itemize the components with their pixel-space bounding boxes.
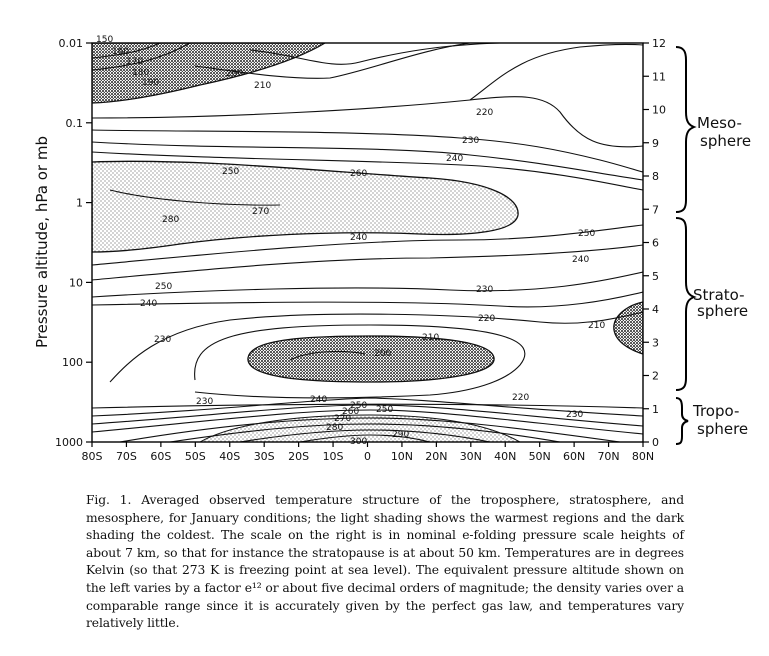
x-ticks [82, 442, 655, 463]
stratosphere-label-line2: sphere [697, 302, 749, 320]
figure-caption: Fig. 1. Averaged observed temperature structure of the troposphere, stratosphere, and mesosphere, for January conditions; the light shading shows the warmest regions and the dark shading the coldest. The scale on the right is in nominal e-folding pressure scale heights of about 7 km, so that for instance the stratopause is at about 50 km. Temperatures are in degrees Kelvin (so that 273 K is freezing point at sea level). The equivalent pressure altitude shown on the left varies by a factor e¹² or about five decimal orders of magnitude; the density varies over a comparable range since it is accurately given by the perfect gas law, and temperatures vary relatively little. [86, 493, 684, 631]
y-tick-label-left: 1 [76, 196, 83, 210]
contour-label: 240 [310, 395, 328, 405]
contour-label: 230 [196, 397, 214, 407]
contour-label: 200 [374, 349, 392, 359]
y-tick-label-right: 4 [652, 303, 659, 316]
contour-line [92, 245, 643, 280]
region-labels [692, 114, 751, 438]
x-tick-label: 20N [425, 450, 448, 463]
y-tick-label-right: 7 [652, 203, 659, 217]
y-tick-label-left: 1000 [55, 436, 83, 449]
contour-label: 250 [222, 167, 240, 177]
x-tick-label: 0 [364, 450, 371, 463]
y-axis-title: Pressure altitude, hPa or mb [33, 136, 51, 348]
y-tick-label-right: 5 [652, 269, 659, 283]
x-tick-label: 30S [253, 450, 275, 463]
mesosphere-brace [676, 47, 694, 212]
troposphere-label-line1: Tropo- [693, 402, 740, 420]
cold-region-tropopause [248, 336, 494, 382]
contour-label: 220 [478, 314, 496, 324]
contour-label: 250 [155, 282, 173, 292]
contour-label: 250 [350, 401, 368, 411]
x-tick-label: 10N [390, 450, 414, 463]
contour-label: 180 [132, 68, 150, 78]
x-tick-label: 60N [563, 450, 586, 463]
x-tick-label: 60S [150, 450, 172, 463]
contour-label: 280 [326, 423, 344, 433]
contour-line [92, 398, 643, 416]
y-ticks-right [643, 37, 666, 449]
contour-label: 230 [154, 335, 172, 345]
x-tick-label: 40N [494, 450, 517, 463]
mesosphere-label-line2: sphere [700, 132, 752, 150]
contour-line [470, 44, 643, 100]
contour-label: 240 [140, 299, 158, 309]
y-tick-label-right: 10 [652, 103, 666, 117]
x-tick-label: 70S [115, 450, 137, 463]
contour-line [92, 97, 643, 147]
region-braces [676, 47, 694, 444]
y-tick-label-right: 8 [652, 170, 659, 183]
y-tick-label-right: 11 [652, 70, 666, 84]
contour-label: 240 [446, 154, 464, 164]
contour-label: 190 [142, 78, 160, 88]
y-tick-label-right: 0 [652, 436, 659, 449]
contour-label: 250 [578, 229, 596, 239]
contour-label: 230 [476, 285, 494, 295]
contour-label: 230 [566, 410, 584, 420]
contour-label: 160 [112, 47, 130, 57]
contour-label: 270 [334, 414, 352, 424]
contour-label: 300 [350, 437, 368, 447]
x-tick-label: 10S [322, 450, 344, 463]
contour-label: 290 [392, 430, 410, 440]
contour-label: 210 [588, 321, 606, 331]
contour-label: 280 [162, 215, 180, 225]
y-tick-label-right: 1 [652, 402, 659, 416]
contour-line [92, 272, 643, 297]
stratosphere-label-line1: Strato- [693, 286, 745, 304]
contour-label: 150 [96, 35, 114, 45]
x-tick-label: 40S [219, 450, 241, 463]
y-tick-label-right: 3 [652, 336, 659, 350]
troposphere-label-line2: sphere [697, 420, 749, 438]
y-tick-label-left: 100 [62, 356, 83, 370]
x-tick-label: 20S [288, 450, 310, 463]
contour-line [92, 292, 643, 307]
contour-label: 220 [476, 108, 494, 118]
contour-label: 210 [254, 81, 272, 91]
contour-label: 200 [226, 69, 244, 79]
contour-label: 250 [376, 405, 394, 415]
contour-label: 210 [422, 333, 440, 343]
mesosphere-label-line1: Meso- [697, 114, 742, 132]
x-tick-label: 50N [528, 450, 551, 463]
stratosphere-brace [676, 218, 694, 390]
warm-region-stratopause [92, 161, 518, 252]
y-tick-label-left: 0.1 [65, 116, 83, 130]
x-tick-label: 70N [597, 450, 620, 463]
x-tick-label: 80S [81, 450, 103, 463]
y-tick-label-right: 6 [652, 236, 659, 250]
y-tick-label-left: 10 [69, 276, 83, 290]
y-tick-label-left: 0.01 [58, 37, 83, 50]
contour-label: 240 [572, 255, 590, 265]
contour-label: 230 [462, 136, 480, 146]
y-tick-label-right: 2 [652, 369, 659, 383]
x-tick-label: 80N [631, 450, 655, 463]
contour-label: 260 [350, 169, 368, 179]
x-tick-label: 30N [459, 450, 482, 463]
y-tick-label-right: 9 [652, 136, 659, 150]
x-tick-label: 50S [184, 450, 206, 463]
contour-label: 220 [512, 393, 530, 403]
cold-region-polar [614, 302, 643, 354]
contour-label: 260 [342, 407, 360, 417]
contour-label: 170 [126, 57, 144, 67]
y-ticks-left [55, 37, 92, 449]
contour-label: 240 [350, 233, 368, 243]
y-tick-label-right: 12 [652, 37, 666, 50]
troposphere-brace [676, 398, 688, 444]
contour-label: 270 [252, 207, 270, 217]
